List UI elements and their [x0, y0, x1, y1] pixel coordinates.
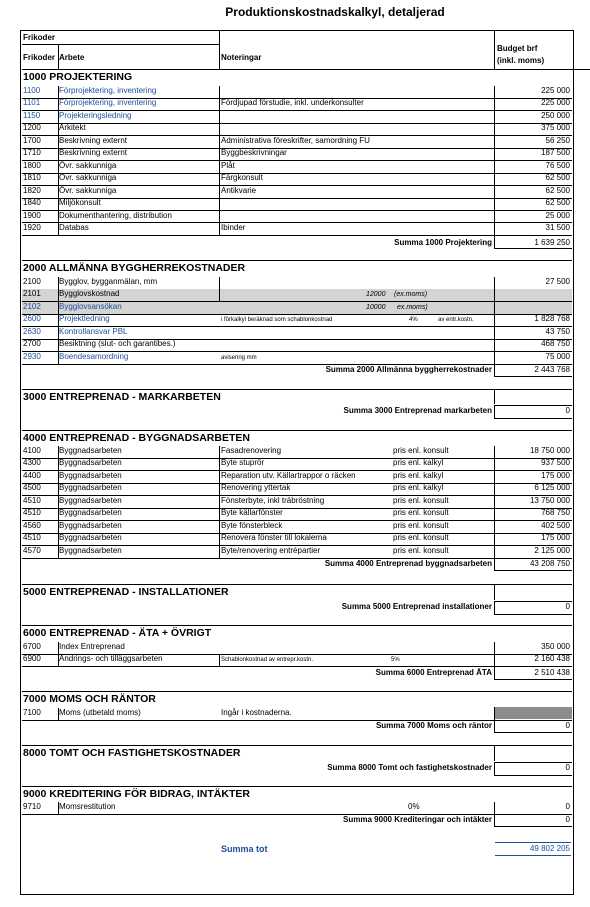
row-rule	[494, 826, 572, 827]
row-pris: pris enl. kalkyl	[393, 483, 444, 493]
row-note: Ibinder	[221, 222, 246, 232]
col-rule	[219, 654, 220, 666]
value-col-rule	[494, 745, 495, 761]
row-code: 4510	[23, 495, 41, 505]
row-value: 2 160 438	[534, 654, 570, 664]
row-rule	[22, 260, 572, 261]
row-arbete: Byggnadsarbeten	[59, 470, 122, 480]
section-sum-label: Summa 9000 Krediteringar och intäkter	[343, 815, 492, 825]
col-rule	[58, 446, 59, 558]
row-arbete: Dokumenthantering, distribution	[59, 210, 172, 220]
row-code: 1100	[23, 86, 41, 95]
header-extension-rule	[572, 69, 590, 70]
row-arbete: Övr. sakkunniga	[59, 160, 117, 170]
row-code: 4560	[23, 520, 41, 530]
row-pris: pris enl. kalkyl	[393, 458, 444, 468]
row-value: 768 750	[541, 508, 570, 518]
row-arbete: Miljökonsult	[59, 198, 101, 208]
row-value: 225 000	[541, 86, 570, 95]
row-pris: pris enl. konsult	[393, 520, 449, 530]
row-arbete: Bygglovsansökan	[59, 301, 122, 311]
col-rule	[58, 708, 59, 720]
row-amount: 12000	[366, 291, 386, 299]
row-pct: 5%	[391, 657, 400, 664]
row-rule	[494, 614, 572, 615]
col-rule	[219, 86, 220, 235]
col-rule	[58, 44, 59, 69]
section-title: 6000 ENTREPRENAD - ÄTA + ÖVRIGT	[23, 627, 212, 639]
row-note: Plåt	[221, 160, 235, 170]
row-pris: pris enl. konsult	[393, 545, 449, 555]
grand-total-rule	[495, 855, 571, 856]
row-value: 175 000	[541, 533, 570, 543]
row-value: 13 750 000	[529, 495, 570, 505]
row-arbete: Bygglovskostnad	[59, 289, 120, 299]
section-sum-label: Summa 1000 Projektering	[394, 238, 492, 248]
col-rule	[219, 277, 220, 302]
row-rule	[494, 570, 572, 571]
document-title: Produktionskostnadskalkyl, detaljerad	[225, 5, 445, 19]
row-pris: pris enl. kalkyl	[393, 470, 444, 480]
row-rule	[494, 376, 572, 377]
row-rule	[22, 745, 572, 746]
col-arbete: Arbete	[59, 53, 85, 62]
row-code: 1800	[23, 160, 41, 170]
row-rule	[494, 248, 572, 249]
row-arbete: Boendesamordning	[59, 351, 129, 361]
section-sum-label: Summa 7000 Moms och räntor	[375, 721, 492, 731]
section-sum-label: Summa 8000 Tomt och fastighetskostnader	[327, 763, 492, 772]
section-sum-label: Summa 3000 Entreprenad markarbeten	[343, 406, 492, 415]
value-col-rule	[494, 558, 495, 571]
row-value: 350 000	[541, 642, 570, 651]
row-code: 4400	[23, 470, 41, 480]
row-value: 62 500	[545, 198, 570, 208]
row-rule	[22, 222, 572, 223]
value-col-rule	[494, 814, 495, 827]
row-note: Byggbeskrivningar	[221, 148, 287, 158]
row-code: 1810	[23, 173, 41, 183]
row-code: 4300	[23, 458, 41, 468]
row-arbete: Byggnadsarbeten	[59, 545, 122, 555]
row-note: Antikvarie	[221, 185, 257, 195]
row-rule	[22, 123, 572, 124]
row-arbete: Övr. sakkunniga	[59, 185, 117, 195]
col-rule	[494, 30, 495, 69]
row-note: Schablonkostnad av entrepr.kostn.	[221, 657, 314, 664]
row-arbete: Moms (utbetald moms)	[59, 708, 141, 717]
row-arbete: Byggnadsarbeten	[59, 483, 122, 493]
value-col-rule	[494, 762, 495, 775]
row-note-2: av entr.kostn.	[438, 317, 474, 324]
col-budget-2: (inkl. moms)	[497, 56, 545, 65]
row-value: 75 000	[545, 351, 570, 361]
section-title: 1000 PROJEKTERING	[23, 71, 133, 83]
section-sum-label: Summa 4000 Entreprenad byggnadsarbeten	[324, 559, 492, 569]
row-value: 31 500	[545, 222, 570, 232]
frikoder-label: Frikoder	[23, 33, 56, 42]
row-rule	[22, 691, 572, 692]
row-rule	[22, 235, 572, 236]
row-arbete: Ändrings- och tilläggsarbeten	[59, 654, 163, 664]
row-pris: pris enl. konsult	[393, 495, 449, 505]
row-note: i förkalkyl beräknad som schablonkostnad	[221, 317, 333, 324]
section-sum-value: 0	[565, 406, 570, 415]
value-col-rule	[494, 405, 495, 418]
row-amount: 10000	[366, 303, 386, 311]
row-code: 6900	[23, 654, 41, 664]
row-value: 62 500	[545, 185, 570, 195]
row-code: 1920	[23, 222, 41, 232]
value-col-rule	[494, 642, 495, 667]
row-rule	[494, 775, 572, 776]
row-arbete: Förprojektering, inventering	[59, 86, 157, 95]
row-code: 4570	[23, 545, 41, 555]
blocked-cell	[495, 707, 572, 719]
row-value: 375 000	[541, 123, 570, 133]
row-code: 1200	[23, 123, 41, 133]
col-rule	[58, 277, 59, 364]
section-sum-value: 43 208 750	[529, 559, 570, 569]
row-pct: 0%	[408, 802, 420, 811]
row-code: 1150	[23, 110, 41, 120]
row-note: Fönsterbyte, inkl träbröstning	[221, 495, 325, 505]
section-sum-value: 0	[565, 721, 570, 731]
row-code: 9710	[23, 802, 41, 811]
row-pct: 4%	[409, 317, 418, 324]
value-col-rule	[494, 601, 495, 614]
row-value: 56 250	[545, 135, 570, 145]
row-arbete: Byggnadsarbeten	[59, 508, 122, 518]
row-arbete: Besiktning (slut- och garantibes.)	[59, 339, 176, 349]
section-title: 7000 MOMS OCH RÄNTOR	[23, 693, 156, 705]
row-code: 1900	[23, 210, 41, 220]
row-rule	[22, 69, 572, 70]
row-arbete: Byggnadsarbeten	[59, 446, 122, 455]
row-value: 18 750 000	[529, 446, 570, 455]
col-rule	[219, 30, 220, 69]
row-code: 4500	[23, 483, 41, 493]
row-note: (ex.moms)	[394, 291, 428, 299]
section-sum-label: Summa 6000 Entreprenad ÄTA	[375, 667, 492, 677]
value-col-rule	[494, 667, 495, 680]
row-arbete: Förprojektering, inventering	[59, 98, 157, 108]
row-value: 76 500	[545, 160, 570, 170]
section-title: 3000 ENTREPRENAD - MARKARBETEN	[23, 391, 221, 403]
value-col-rule	[494, 389, 495, 404]
row-code: 1710	[23, 148, 41, 158]
row-arbete: Byggnadsarbeten	[59, 520, 122, 530]
row-rule	[22, 430, 572, 431]
row-value: 0	[565, 802, 570, 811]
row-note: ex.moms)	[397, 303, 428, 311]
row-note: Ingår i kostnaderna.	[221, 708, 292, 717]
value-col-rule	[494, 235, 495, 249]
row-arbete: Kontrollansvar PBL	[59, 326, 128, 336]
row-code: 6700	[23, 642, 41, 651]
row-rule	[494, 418, 572, 419]
row-rule	[494, 679, 572, 680]
row-arbete: Byggnadsarbeten	[59, 495, 122, 505]
row-value: 27 500	[545, 277, 570, 286]
row-pris: pris enl. konsult	[393, 533, 449, 543]
value-col-rule	[494, 802, 495, 814]
row-code: 2101	[23, 289, 41, 299]
row-code: 1101	[23, 98, 41, 108]
col-rule	[219, 446, 220, 558]
row-code: 2100	[23, 277, 41, 286]
col-budget-1: Budget brf	[497, 44, 538, 53]
row-note: Administrativa föreskrifter, samordning FU	[221, 135, 370, 145]
grand-total-label: Summa tot	[221, 844, 268, 854]
row-arbete: Byggnadsarbeten	[59, 533, 122, 543]
row-value: 937 500	[541, 458, 570, 468]
row-arbete: Övr. sakkunniga	[59, 173, 117, 183]
row-value: 402 500	[541, 520, 570, 530]
row-code: 4510	[23, 508, 41, 518]
row-note: Renovera fönster till lokalerna	[221, 533, 327, 543]
row-arbete: Beskrivning externt	[59, 135, 128, 145]
value-col-rule	[494, 364, 495, 377]
row-note: Byte/renovering entrépartier	[221, 545, 321, 555]
row-note: Fasadrenovering	[221, 446, 282, 455]
row-code: 2600	[23, 314, 41, 324]
row-arbete: Beskrivning externt	[59, 148, 128, 158]
row-arbete: Byggnadsarbeten	[59, 458, 122, 468]
row-note: Reparation utv. Källartrappor o räcken	[221, 470, 356, 480]
row-note: Byte stuprör	[221, 458, 265, 468]
row-code: 1700	[23, 135, 41, 145]
row-rule	[22, 44, 219, 45]
grand-total-value: 49 802 205	[529, 844, 570, 853]
row-value: 250 000	[541, 110, 570, 120]
row-value: 43 750	[545, 326, 570, 336]
row-value: 62 500	[545, 173, 570, 183]
row-pris: pris enl. konsult	[393, 446, 449, 455]
section-title: 9000 KREDITERING FÖR BIDRAG, INTÄKTER	[23, 788, 250, 800]
row-code: 1820	[23, 185, 41, 195]
value-col-rule	[494, 720, 495, 733]
row-note: Byte källarfönster	[221, 508, 283, 518]
section-sum-value: 2 510 438	[534, 667, 570, 677]
row-arbete: Arkitekt	[59, 123, 86, 133]
row-rule	[22, 198, 572, 199]
section-title: 2000 ALLMÄNNA BYGGHERREKOSTNADER	[23, 262, 246, 274]
col-noteringar: Noteringar	[221, 53, 262, 62]
section-title: 5000 ENTREPRENAD - INSTALLATIONER	[23, 586, 229, 598]
section-sum-label: Summa 2000 Allmänna byggherrekostnader	[325, 365, 492, 375]
section-sum-value: 0	[565, 602, 570, 611]
row-note: Renovering yttertak	[221, 483, 291, 493]
value-col-rule	[494, 86, 495, 235]
col-rule	[58, 802, 59, 814]
row-value: 25 000	[545, 210, 570, 220]
row-arbete: Projekteringsledning	[59, 110, 132, 120]
value-col-rule	[494, 446, 495, 558]
row-code: 7100	[23, 708, 41, 717]
value-col-rule	[494, 584, 495, 600]
row-value: 2 125 000	[534, 545, 570, 555]
row-value: 468 750	[541, 339, 570, 349]
row-code: 2700	[23, 339, 41, 349]
col-rule	[58, 642, 59, 667]
row-arbete: Index Entreprenad	[59, 642, 125, 651]
row-arbete: Bygglov, bygganmälan, mm	[59, 277, 158, 286]
row-code: 2102	[23, 301, 41, 311]
row-pris: pris enl. konsult	[393, 508, 449, 518]
row-rule	[22, 786, 572, 787]
row-code: 2630	[23, 326, 41, 336]
row-code: 4510	[23, 533, 41, 543]
col-rule	[58, 86, 59, 235]
row-arbete: Databas	[59, 222, 89, 232]
grand-total-rule	[495, 842, 571, 843]
col-frikoder: Frikoder	[23, 53, 56, 62]
row-note: Fördjupad förstudie, inkl. underkonsulter	[221, 98, 364, 108]
section-sum-value: 0	[565, 815, 570, 825]
row-code: 1840	[23, 198, 41, 208]
section-sum-value: 0	[565, 763, 570, 772]
row-rule	[22, 389, 572, 390]
value-col-rule	[494, 707, 495, 720]
section-sum-value: 2 443 768	[534, 365, 570, 375]
section-sum-value: 1 639 250	[534, 238, 570, 248]
row-code: 4100	[23, 446, 41, 455]
value-col-rule	[494, 277, 495, 364]
row-value: 1 828 768	[534, 314, 570, 324]
row-note: Byte fönsterbleck	[221, 520, 283, 530]
row-note: Färgkonsult	[221, 173, 263, 183]
row-code: 2930	[23, 351, 41, 361]
row-arbete: Momsrestitution	[59, 802, 116, 811]
row-rule	[494, 732, 572, 733]
row-value: 175 000	[541, 470, 570, 480]
row-note: avisering mm	[221, 354, 257, 361]
section-title: 8000 TOMT OCH FASTIGHETSKOSTNADER	[23, 747, 241, 759]
row-rule	[22, 584, 572, 585]
section-sum-label: Summa 5000 Entreprenad installationer	[341, 602, 492, 611]
section-title: 4000 ENTREPRENAD - BYGGNADSARBETEN	[23, 432, 250, 444]
row-value: 187 500	[541, 148, 570, 158]
row-rule	[22, 625, 572, 626]
row-arbete: Projektledning	[59, 314, 110, 324]
row-value: 225 000	[541, 98, 570, 108]
row-value: 6 125 000	[534, 483, 570, 493]
